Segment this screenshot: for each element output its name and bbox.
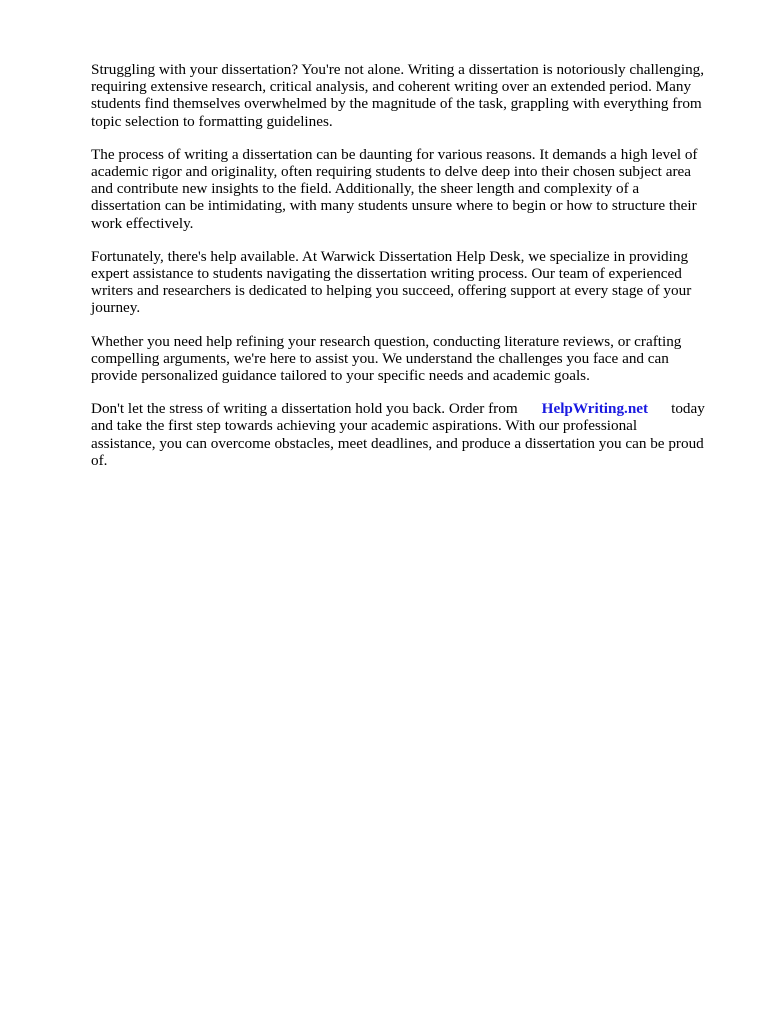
text-line: and take the first step towards achieving your academic aspirations. With our professional: [91, 417, 638, 435]
text-line-with-link: [91, 400, 727, 417]
text-line: and contribute new insights to the field. Additionally, the sheer length and complexity of a: [91, 180, 640, 198]
paragraph-help-available: [91, 248, 727, 317]
text-line: writers and researchers is dedicated to helping you succeed, offering support at every stage of your: [91, 282, 692, 300]
paragraph-assistance: [91, 333, 727, 385]
text-line: students find themselves overwhelmed by the magnitude of the task, grappling with everything from: [91, 95, 702, 113]
text-line: dissertation can be intimidating, with many students unsure where to begin or how to structure their: [91, 197, 697, 215]
text-line: topic selection to formatting guidelines.: [91, 112, 333, 130]
text-line: requiring extensive research, critical analysis, and coherent writing over an extended period. Many: [91, 78, 692, 96]
document-page: [91, 61, 727, 485]
text-line: of.: [91, 451, 108, 469]
text-line: compelling arguments, we're here to assist you. We understand the challenges you face and can: [91, 349, 669, 367]
text-line: Whether you need help refining your research question, conducting literature reviews, or crafting: [91, 332, 682, 350]
text-line: journey.: [91, 299, 141, 317]
text-line: work effectively.: [91, 214, 194, 232]
text-line: provide personalized guidance tailored to your specific needs and academic goals.: [91, 367, 590, 385]
text-line: The process of writing a dissertation can be daunting for various reasons. It demands a high level of: [91, 145, 698, 163]
text-before-link: Don't let the stress of writing a dissertation hold you back. Order from: [91, 400, 518, 418]
text-line: assistance, you can overcome obstacles, meet deadlines, and produce a dissertation you can be proud: [91, 434, 704, 452]
paragraph-call-to-action: [91, 400, 727, 469]
text-after-link: today: [671, 400, 705, 418]
text-line: expert assistance to students navigating the dissertation writing process. Our team of experienced: [91, 265, 682, 283]
helpwriting-link[interactable]: HelpWriting.net: [541, 400, 649, 418]
text-line: Fortunately, there's help available. At Warwick Dissertation Help Desk, we specialize in providing: [91, 247, 689, 265]
text-line: Struggling with your dissertation? You're not alone. Writing a dissertation is notoriously challenging,: [91, 61, 705, 78]
paragraph-intro: [91, 61, 727, 130]
paragraph-process: [91, 146, 727, 232]
text-line: academic rigor and originality, often requiring students to delve deep into their chosen subject area: [91, 163, 691, 181]
